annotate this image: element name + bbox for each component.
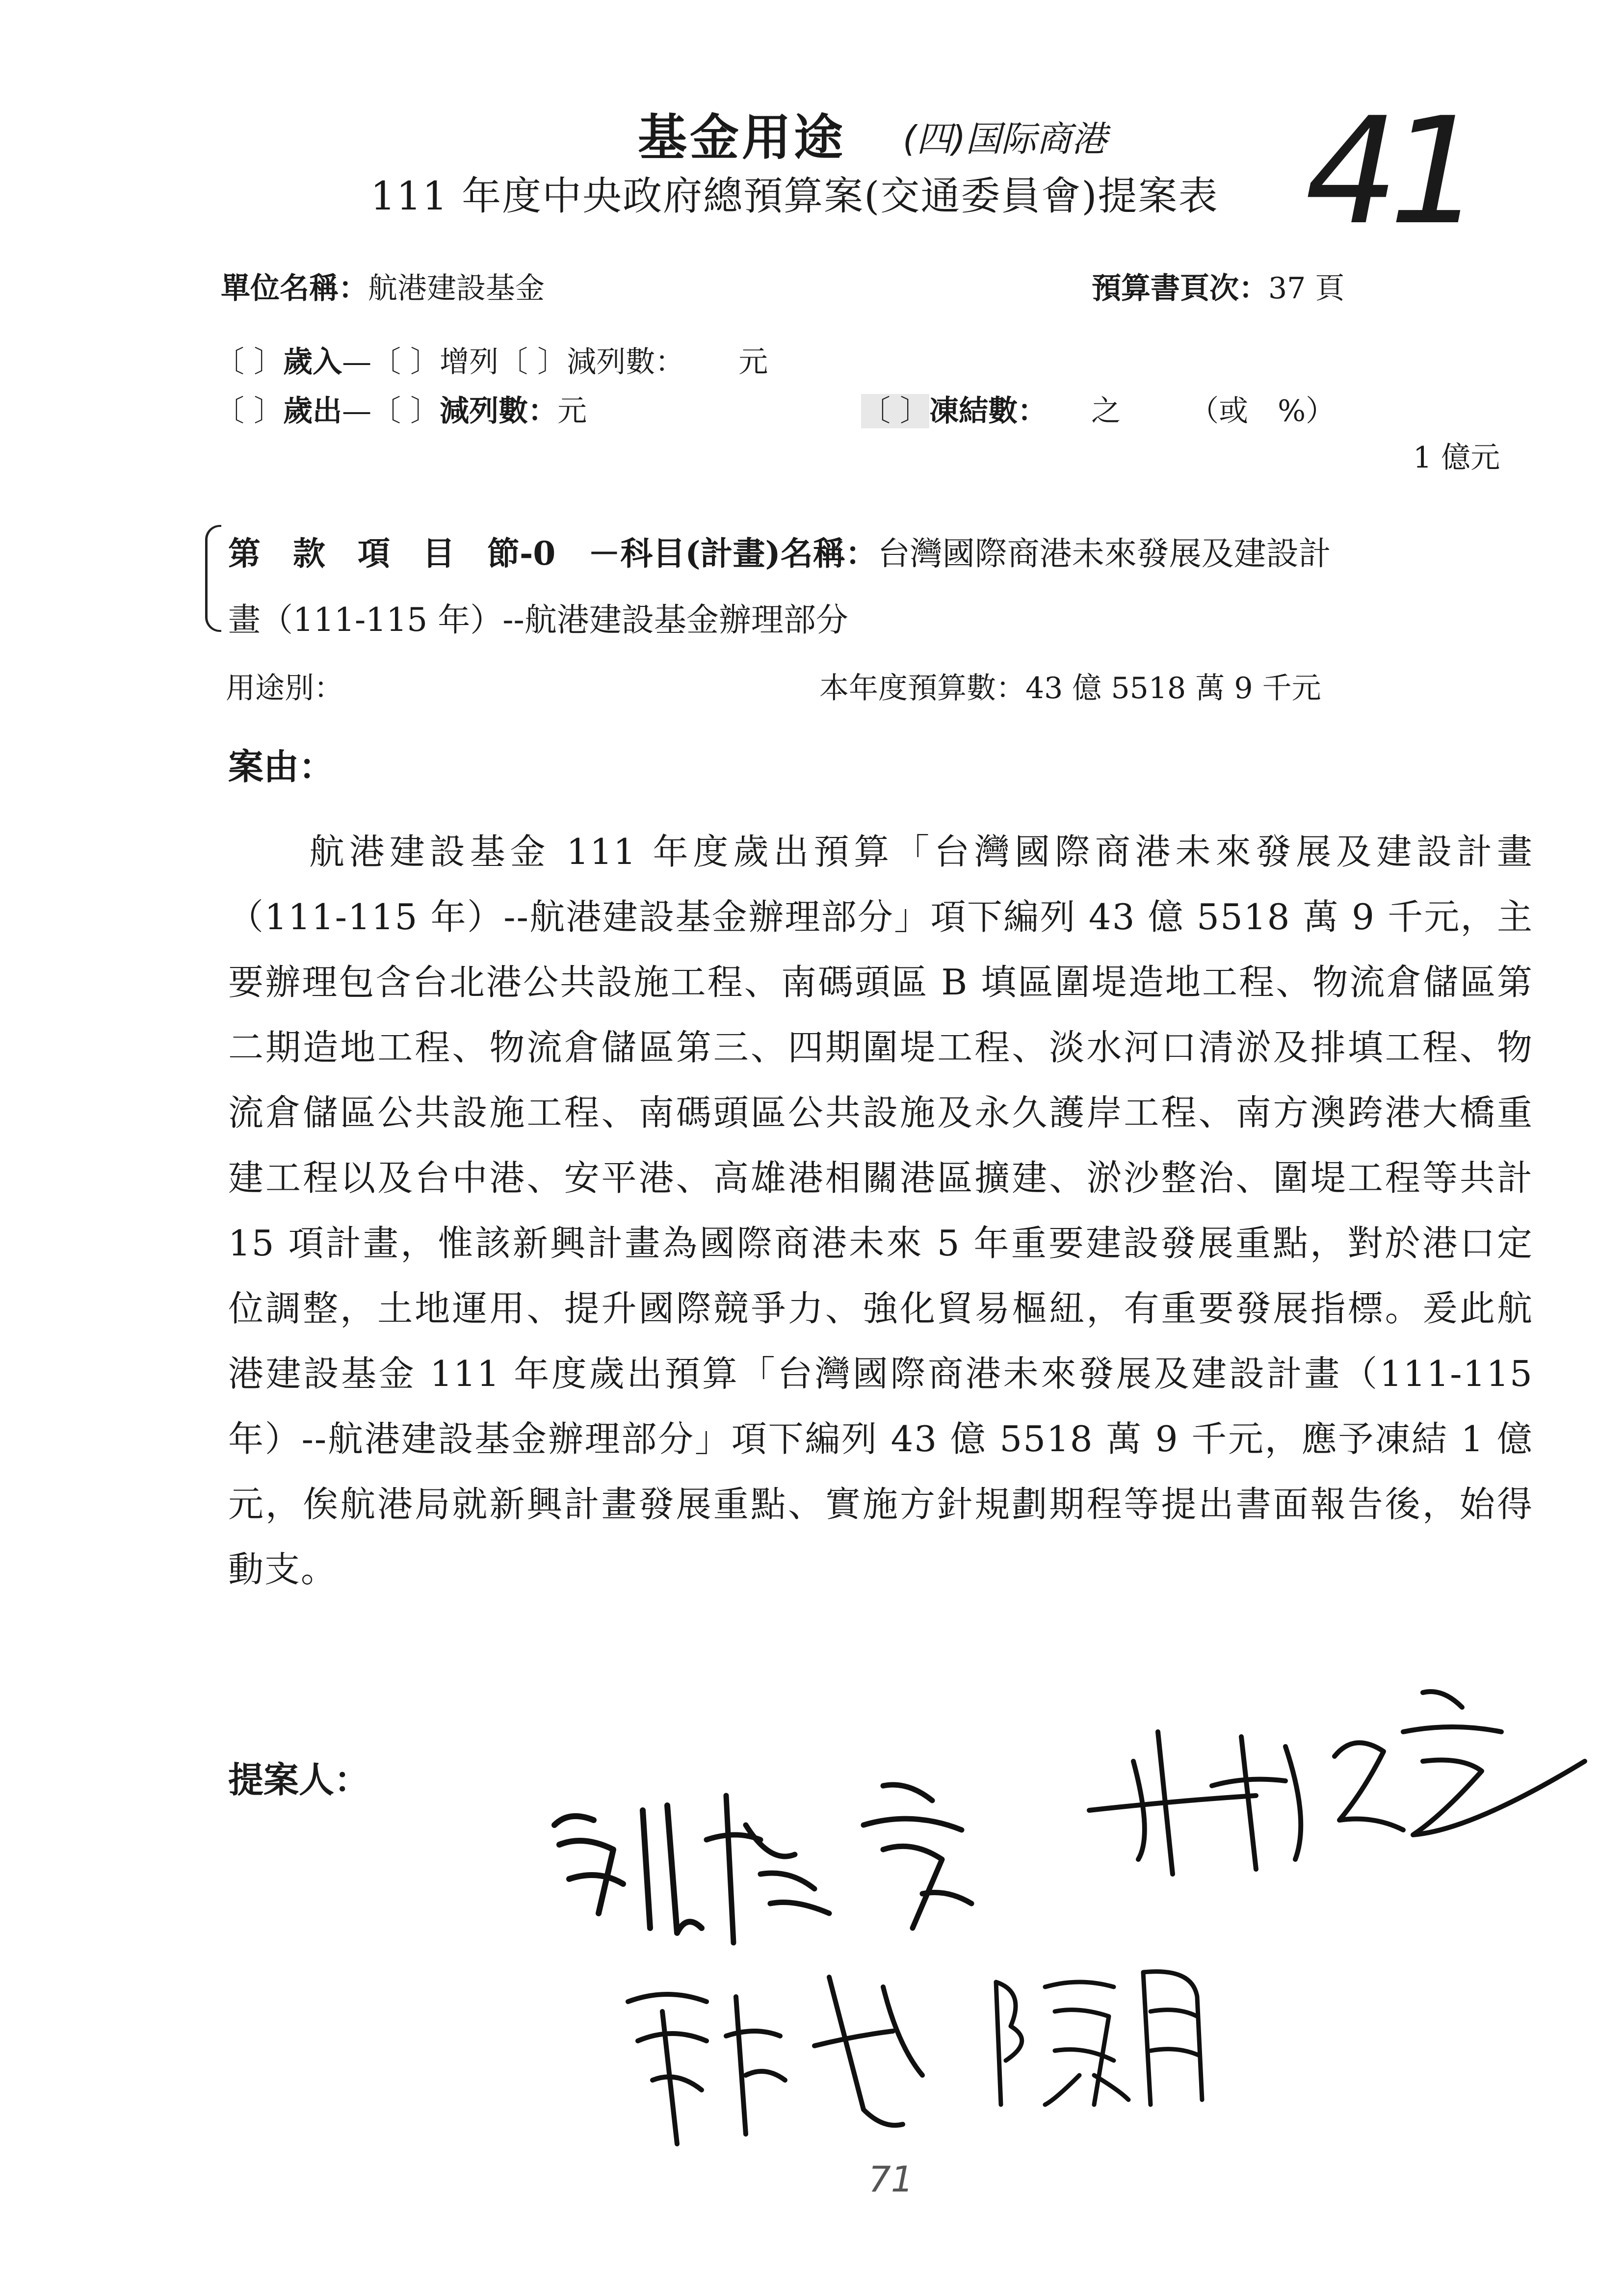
expense-label: 歲出 (283, 394, 342, 428)
income-checkbox: 〔 〕 (215, 345, 284, 379)
budget-page-value: 37 頁 (1268, 271, 1345, 306)
income-line (215, 339, 768, 381)
subject-prefix: 第 款 項 目 節-0 －科目(計畫)名稱： (228, 534, 878, 573)
subject-line2: 畫（111-115 年）--航港建設基金辦理部分 (228, 601, 848, 639)
unit-label: 單位名稱： (221, 271, 368, 306)
proposer-label: 提案人： (228, 1759, 370, 1800)
expense-line (215, 388, 587, 430)
income-label: 歲入 (283, 345, 342, 379)
freeze-amount: 1 億元 (1413, 441, 1500, 475)
expense-reduce-label: 減列數： (440, 394, 558, 428)
expense-dash: — (342, 394, 372, 428)
income-reduce-checkbox: 〔 〕 (498, 345, 567, 379)
income-unit: 元 (738, 345, 768, 379)
subject-line1 (228, 527, 1331, 574)
handwritten-number: 41 (1305, 86, 1473, 257)
expense-reduce-checkbox: 〔 〕 (371, 394, 440, 428)
budget-amount-value: 43 億 5518 萬 9 千元 (1025, 671, 1321, 705)
reason-label: 案由： (228, 746, 335, 787)
document-title: 111 年度中央政府總預算案(交通委員會)提案表 (370, 173, 1219, 219)
unit-row (221, 265, 545, 307)
freeze-row (861, 388, 1335, 430)
freeze-of: 之 (1091, 394, 1121, 428)
income-add-checkbox: 〔 〕 (371, 345, 440, 379)
handwritten-heading: 基金用途 (638, 109, 846, 166)
reason-text: 航港建設基金 111 年度歲出預算「台灣國際商港未來發展及建設計畫（111-115 年）--航港建設基金辦理部分」項下編列 43 億 5518 萬 9 千元，主要辦理包含台北港公共設施工程、南碼頭區 B 填區圍堤造地工程、物流倉儲區第二期造地工程、物流倉儲區第三、四期圍堤工程、淡水河口清淤及排填工程、物流倉儲區公共設施工程、南碼頭區公共設施及永久護岸工程、南方澳跨港大橋重建工程以及台中港、安平港、高雄港相關港區擴建、淤沙整治、圍堤工程等共計 15 項計畫，惟該新興計畫為國際商港未來 5 年重要建設發展重點，對於港口定位調整，土地運用、提升國際競爭力、強化貿易樞紐，有重要發展指標。爰此航港建設基金 111 年度歲出預算「台灣國際商港未來發展及建設計畫（111-115 年）--航港建設基金辦理部分」項下編列 43 億 5518 萬 9 千元，應予凍結 1 億元，俟航港局就新興計畫發展重點、實施方針規劃期程等提出書面報告後，始得動支。 (228, 831, 1533, 1590)
signature-2 (1079, 1673, 1595, 1894)
budget-page-row (1092, 265, 1344, 307)
signature-3 (608, 1948, 952, 2154)
handwritten-note: (四)国际商港 (903, 118, 1107, 159)
subject-name-line1: 台灣國際商港未來發展及建設計 (877, 535, 1331, 573)
budget-amount-row (819, 665, 1321, 707)
freeze-label: 凍結數： (929, 394, 1048, 428)
freeze-checkbox: 〔 〕 (861, 394, 930, 428)
signature-1 (540, 1766, 1006, 1953)
income-reduce-label: 減列數： (567, 345, 685, 379)
budget-amount-label: 本年度預算數： (819, 671, 1025, 705)
usage-label: 用途別： (226, 671, 343, 705)
income-add-label: 增列 (440, 345, 499, 379)
freeze-or: （或 %） (1189, 394, 1336, 428)
usage-row (226, 665, 343, 707)
subject-bracket (205, 525, 221, 632)
expense-unit: 元 (557, 394, 587, 428)
footer-mark: 71 (868, 2159, 914, 2200)
income-dash: — (342, 345, 372, 379)
signature-4 (981, 1943, 1236, 2119)
expense-checkbox: 〔 〕 (215, 394, 284, 428)
unit-value: 航港建設基金 (368, 271, 545, 306)
budget-page-label: 預算書頁次： (1092, 271, 1268, 306)
